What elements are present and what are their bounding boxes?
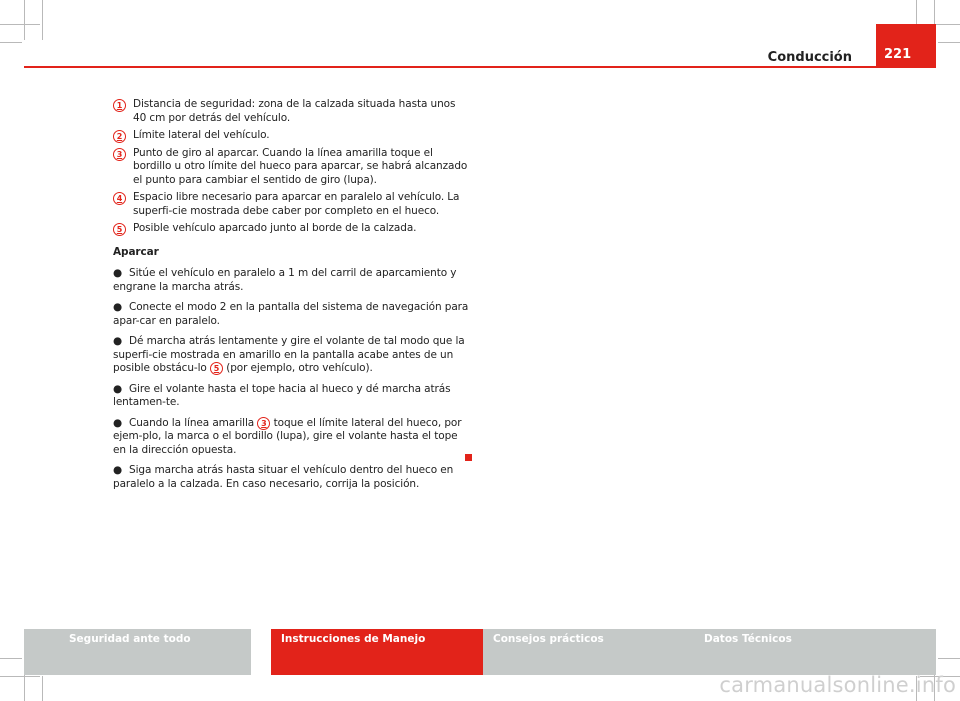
footer-tab-label: Seguridad ante todo: [69, 633, 191, 645]
legend-number-badge: 3: [113, 148, 126, 161]
step-text: Sitúe el vehículo en paralelo a 1 m del carril de aparcamiento y engrane la marcha atrás.: [113, 267, 457, 293]
footer-tab-instrucciones[interactable]: [271, 629, 498, 675]
step-text: Cuando la línea amarilla: [129, 416, 258, 429]
step-paragraph: [113, 383, 469, 410]
crop-mark: [938, 658, 960, 659]
step-paragraph: [113, 417, 469, 458]
crop-mark: [42, 676, 43, 701]
step-text: Gire el volante hasta el tope hacia al hueco y dé marcha atrás lentamen-te.: [113, 382, 451, 408]
crop-mark: [0, 676, 40, 677]
legend-number-badge: 1: [113, 99, 126, 112]
step-paragraph: [113, 464, 469, 491]
crop-mark: [0, 24, 40, 25]
footer-tab-seguridad[interactable]: [24, 629, 251, 675]
step-paragraph: [113, 267, 469, 294]
section-heading: Aparcar: [113, 245, 159, 258]
step-text: Conecte el modo 2 en la pantalla del sistema de navegación para apar-car en paralelo.: [113, 301, 469, 327]
page-number: 221: [884, 47, 912, 62]
legend-number-badge: 2: [113, 130, 126, 143]
footer-tab-label: Instrucciones de Manejo: [281, 633, 426, 645]
end-of-section-marker: [465, 454, 472, 461]
legend-text: Posible vehículo aparcado junto al borde de la calzada.: [133, 222, 417, 234]
legend-item: [113, 98, 469, 125]
bullet-icon: ●: [113, 416, 123, 429]
footer-tab-consejos[interactable]: [483, 629, 710, 675]
page-number-box: [876, 24, 936, 67]
footer-tab-label: Consejos prácticos: [493, 633, 604, 645]
figure-reference-badge[interactable]: 5: [210, 362, 223, 375]
crop-mark: [0, 42, 22, 43]
bullet-icon: ●: [113, 301, 123, 313]
figure-reference-badge[interactable]: 3: [257, 417, 270, 430]
crop-mark: [0, 658, 22, 659]
legend-item: [113, 222, 469, 236]
watermark: carmanualsonline.info: [719, 673, 956, 697]
crop-mark: [24, 0, 25, 40]
legend-item: [113, 129, 469, 143]
footer-tab-label: Datos Técnicos: [704, 633, 792, 645]
legend-item: [113, 147, 469, 188]
step-text: Dé marcha atrás lentamente y gire el volante de tal modo que la superfi-cie mostrada en amarillo en la pantalla acabe antes de un posible obstácu-lo: [113, 335, 465, 374]
bullet-icon: ●: [113, 335, 123, 347]
legend-text: Espacio libre necesario para aparcar en paralelo al vehículo. La superfi-cie mostrada debe caber por completo en el hueco.: [133, 191, 460, 217]
page-content: [113, 98, 469, 498]
bullet-icon: ●: [113, 267, 123, 279]
header-rule: [24, 66, 936, 68]
footer-nav: [24, 629, 936, 675]
step-paragraph: [113, 335, 469, 376]
step-text: Siga marcha atrás hasta situar el vehículo dentro del hueco en paralelo a la calzada. En caso necesario, corrija la posición.: [113, 464, 454, 490]
bullet-icon: ●: [113, 382, 123, 395]
crop-mark: [938, 42, 960, 43]
crop-mark: [42, 0, 43, 40]
legend-number-badge: 5: [113, 223, 126, 236]
step-paragraph: [113, 301, 469, 328]
legend-item: [113, 191, 469, 218]
step-text: toque el límite lateral del hueco, por ejem-plo, la marca o el bordillo (lupa), gire el volante hasta el tope en la dirección opuesta.: [113, 416, 462, 456]
step-text: (por ejemplo, otro vehículo).: [222, 362, 373, 374]
legend-number-badge: 4: [113, 192, 126, 205]
legend-text: Punto de giro al aparcar. Cuando la línea amarilla toque el bordillo u otro límite del hueco para aparcar, se habrá alcanzado el punto para cambiar el sentido de giro (lupa).: [133, 146, 468, 186]
footer-tab-datos[interactable]: [694, 629, 936, 675]
legend-text: Límite lateral del vehículo.: [133, 129, 270, 141]
section-title: Conducción: [767, 50, 852, 65]
legend-text: Distancia de seguridad: zona de la calzada situada hasta unos 40 cm por detrás del vehículo.: [133, 98, 456, 124]
bullet-icon: ●: [113, 464, 123, 476]
